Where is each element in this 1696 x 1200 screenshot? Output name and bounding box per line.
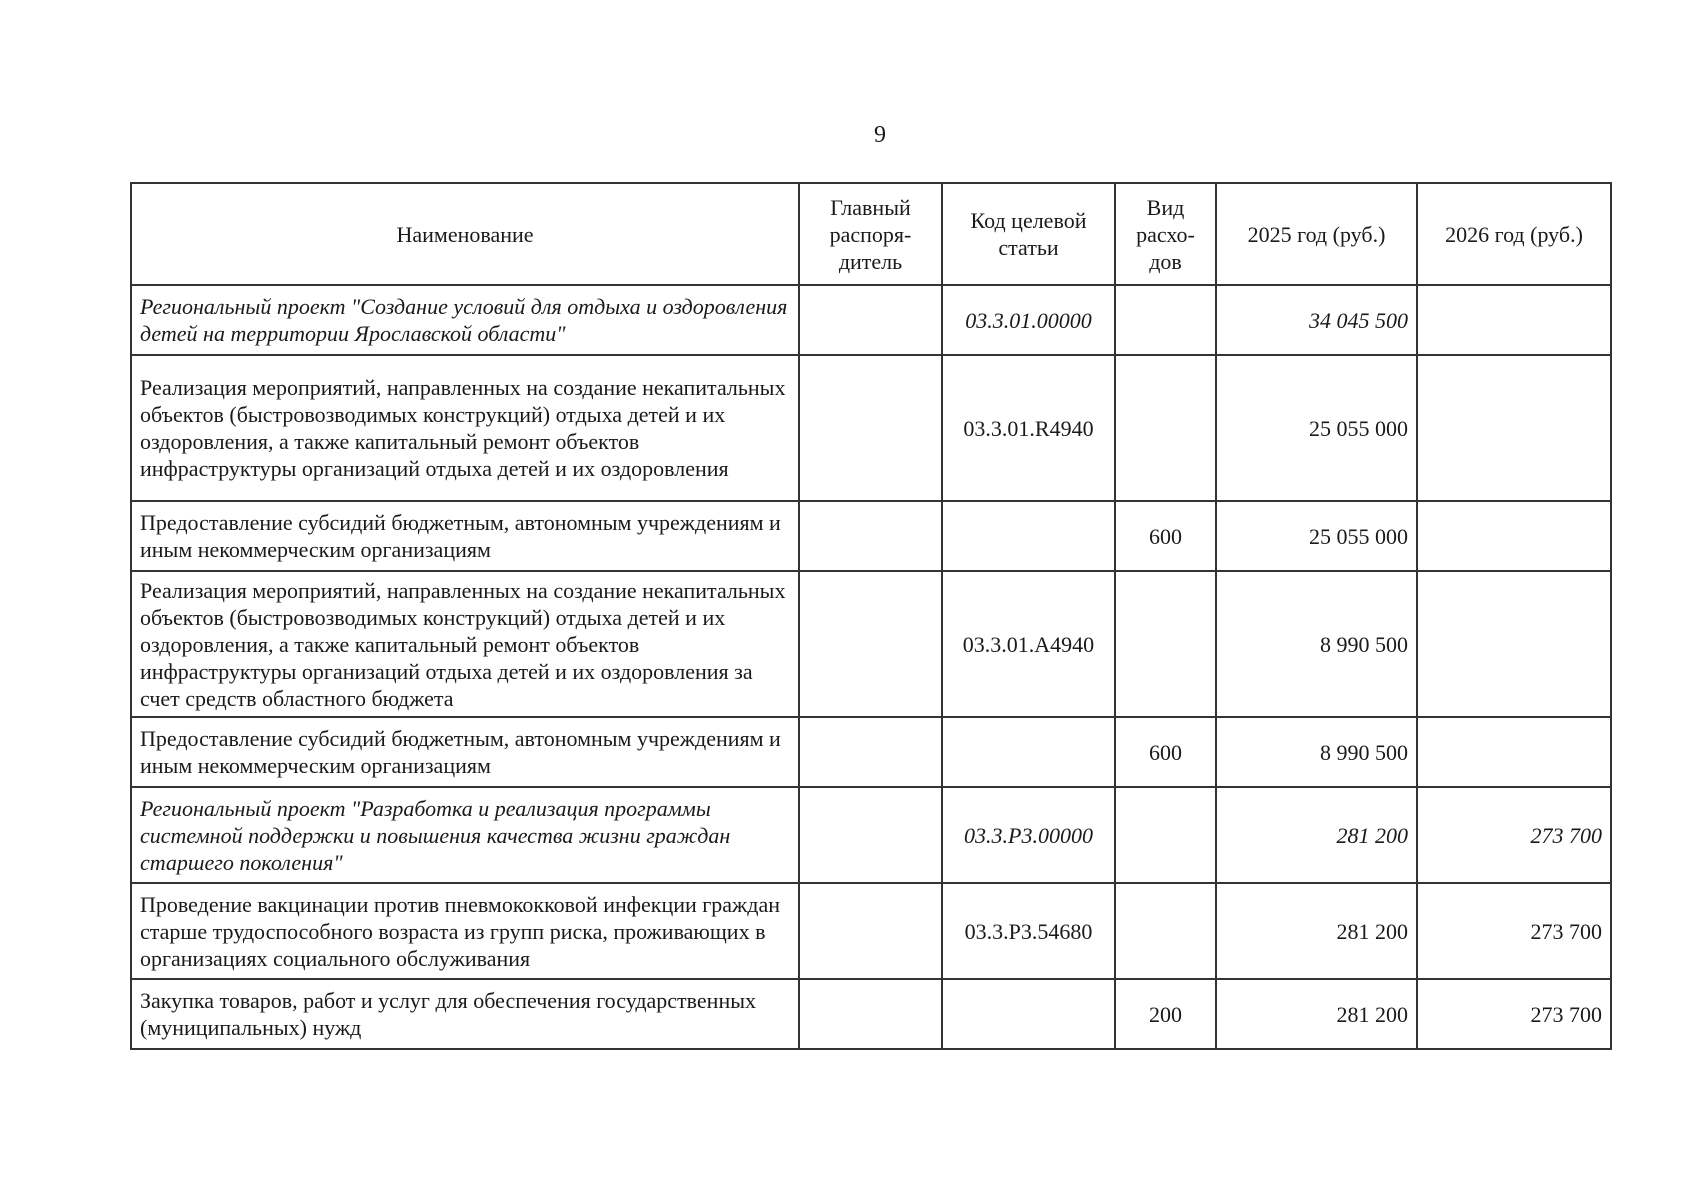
table-row: [131, 285, 1611, 355]
cell-type: [1115, 883, 1216, 979]
cell-name: Региональный проект "Создание условий для отдыха и оздоровления детей на территории Ярославской области": [131, 285, 799, 355]
table-row: [131, 787, 1611, 883]
cell-y2025: 281 200: [1216, 979, 1417, 1049]
table-row: [131, 717, 1611, 787]
cell-code: 03.3.01.00000: [942, 285, 1115, 355]
cell-y2025: 34 045 500: [1216, 285, 1417, 355]
cell-code: [942, 979, 1115, 1049]
cell-name: Закупка товаров, работ и услуг для обеспечения государственных (муниципальных) нужд: [131, 979, 799, 1049]
cell-code: [942, 501, 1115, 571]
cell-y2026: 273 700: [1417, 883, 1611, 979]
budget-table: [130, 182, 1612, 1050]
cell-type: 600: [1115, 717, 1216, 787]
cell-name: Предоставление субсидий бюджетным, автономным учреждениям и иным некоммерческим организациям: [131, 501, 799, 571]
cell-y2026: 273 700: [1417, 979, 1611, 1049]
cell-y2025: 281 200: [1216, 787, 1417, 883]
cell-admin: [799, 979, 942, 1049]
cell-y2025: 8 990 500: [1216, 571, 1417, 717]
table-row: [131, 355, 1611, 501]
cell-type: 600: [1115, 501, 1216, 571]
cell-y2026: 273 700: [1417, 787, 1611, 883]
table-row: [131, 883, 1611, 979]
cell-type: [1115, 285, 1216, 355]
header-y2025: 2025 год (руб.): [1216, 183, 1417, 285]
header-name: Наименование: [131, 183, 799, 285]
cell-y2026: [1417, 571, 1611, 717]
cell-admin: [799, 501, 942, 571]
cell-y2026: [1417, 355, 1611, 501]
cell-name: Проведение вакцинации против пневмококковой инфекции граждан старше трудоспособного возраста из групп риска, проживающих в организациях социального обслуживания: [131, 883, 799, 979]
cell-admin: [799, 571, 942, 717]
cell-code: 03.3.01.А4940: [942, 571, 1115, 717]
cell-type: 200: [1115, 979, 1216, 1049]
header-type: Вид расхо-дов: [1115, 183, 1216, 285]
cell-y2025: 25 055 000: [1216, 355, 1417, 501]
cell-y2026: [1417, 285, 1611, 355]
page-number: 9: [874, 122, 886, 148]
cell-y2025: 281 200: [1216, 883, 1417, 979]
cell-code: [942, 717, 1115, 787]
cell-y2025: 8 990 500: [1216, 717, 1417, 787]
cell-y2026: [1417, 501, 1611, 571]
cell-admin: [799, 355, 942, 501]
cell-code: 03.3.Р3.54680: [942, 883, 1115, 979]
cell-code: 03.3.01.R4940: [942, 355, 1115, 501]
header-admin: Главный распоря-дитель: [799, 183, 942, 285]
cell-type: [1115, 355, 1216, 501]
header-code: Код целевой статьи: [942, 183, 1115, 285]
cell-admin: [799, 285, 942, 355]
table-row: [131, 571, 1611, 717]
cell-y2025: 25 055 000: [1216, 501, 1417, 571]
cell-code: 03.3.Р3.00000: [942, 787, 1115, 883]
cell-admin: [799, 717, 942, 787]
cell-name: Региональный проект "Разработка и реализация программы системной поддержки и повышения качества жизни граждан старшего поколения": [131, 787, 799, 883]
cell-name: Реализация мероприятий, направленных на создание некапитальных объектов (быстровозводимых конструкций) отдыха детей и их оздоровления, а также капитальный ремонт объектов инфраструктуры организаций отдыха детей и их оздоровления за счет средств областного бюджета: [131, 571, 799, 717]
cell-type: [1115, 787, 1216, 883]
cell-type: [1115, 571, 1216, 717]
header-y2026: 2026 год (руб.): [1417, 183, 1611, 285]
table-row: [131, 501, 1611, 571]
cell-name: Предоставление субсидий бюджетным, автономным учреждениям и иным некоммерческим организациям: [131, 717, 799, 787]
cell-admin: [799, 787, 942, 883]
cell-name: Реализация мероприятий, направленных на создание некапитальных объектов (быстровозводимых конструкций) отдыха детей и их оздоровления, а также капитальный ремонт объектов инфраструктуры организаций отдыха детей и их оздоровления: [131, 355, 799, 501]
table-body: [131, 285, 1611, 1049]
header-row: [131, 183, 1611, 285]
table-row: [131, 979, 1611, 1049]
table-header: [131, 183, 1611, 285]
cell-admin: [799, 883, 942, 979]
cell-y2026: [1417, 717, 1611, 787]
